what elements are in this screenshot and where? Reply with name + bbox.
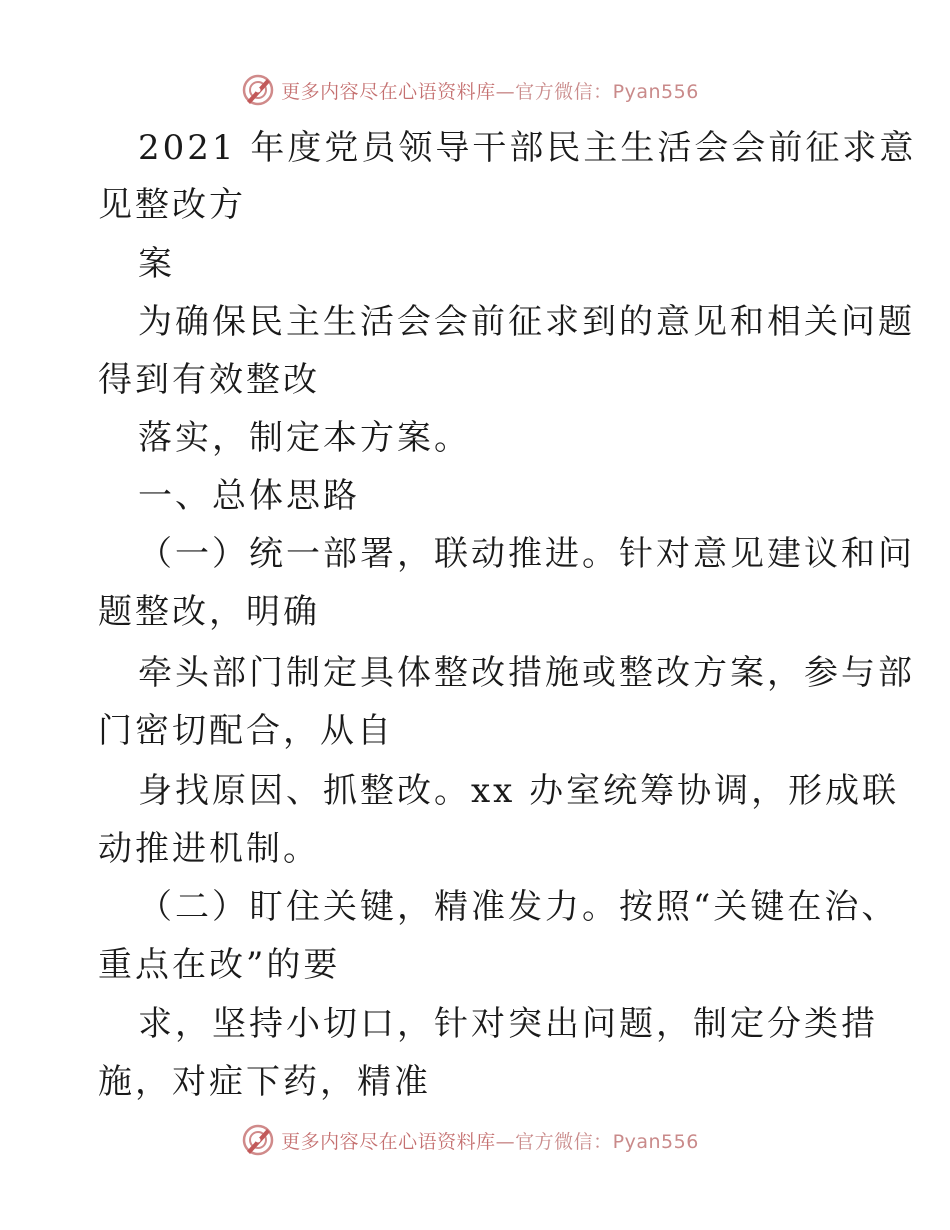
section-heading: 一、总体思路 <box>138 476 360 516</box>
paragraph-line: 牵头部门制定具体整改措施或整改方案，参与部 <box>138 653 915 693</box>
watermark-text-main: 更多内容尽在心语资料库 <box>281 80 496 103</box>
paragraph-line: 重点在改”的要 <box>98 945 341 985</box>
paragraph-line: 动推进机制。 <box>98 829 320 869</box>
paragraph-line: 门密切配合，从自 <box>98 711 394 751</box>
paragraph-line: 为确保民主生活会会前征求到的意见和相关问题 <box>138 302 915 342</box>
title-line-2: 见整改方 <box>98 185 246 225</box>
paragraph-line: 得到有效整改 <box>98 360 320 400</box>
watermark-text-main: 更多内容尽在心语资料库 <box>281 1130 496 1153</box>
paragraph-line: （二）盯住关键，精准发力。按照“关键在治、 <box>138 887 899 927</box>
watermark-text <box>281 1127 699 1154</box>
pen-logo-icon <box>241 73 275 107</box>
paragraph-line: 身找原因、抓整改。xx 办室统筹协调，形成联 <box>138 771 900 811</box>
footer-watermark <box>0 1120 950 1160</box>
watermark-text-rest: —官方微信：Pyan556 <box>495 80 699 103</box>
paragraph-line: 施，对症下药，精准 <box>98 1062 431 1102</box>
paragraph-line: （一）统一部署，联动推进。针对意见建议和问 <box>138 534 915 574</box>
pen-logo-icon <box>241 1123 275 1157</box>
watermark-text <box>281 77 699 104</box>
header-watermark <box>0 70 950 110</box>
watermark-text-rest: —官方微信：Pyan556 <box>495 1130 699 1153</box>
paragraph-line: 题整改，明确 <box>98 592 320 632</box>
paragraph-line: 落实，制定本方案。 <box>138 418 471 458</box>
title-line-3: 案 <box>138 244 175 284</box>
title-line-1: 2021 年度党员领导干部民主生活会会前征求意 <box>138 128 917 168</box>
paragraph-line: 求，坚持小切口，针对突出问题，制定分类措 <box>138 1004 878 1044</box>
